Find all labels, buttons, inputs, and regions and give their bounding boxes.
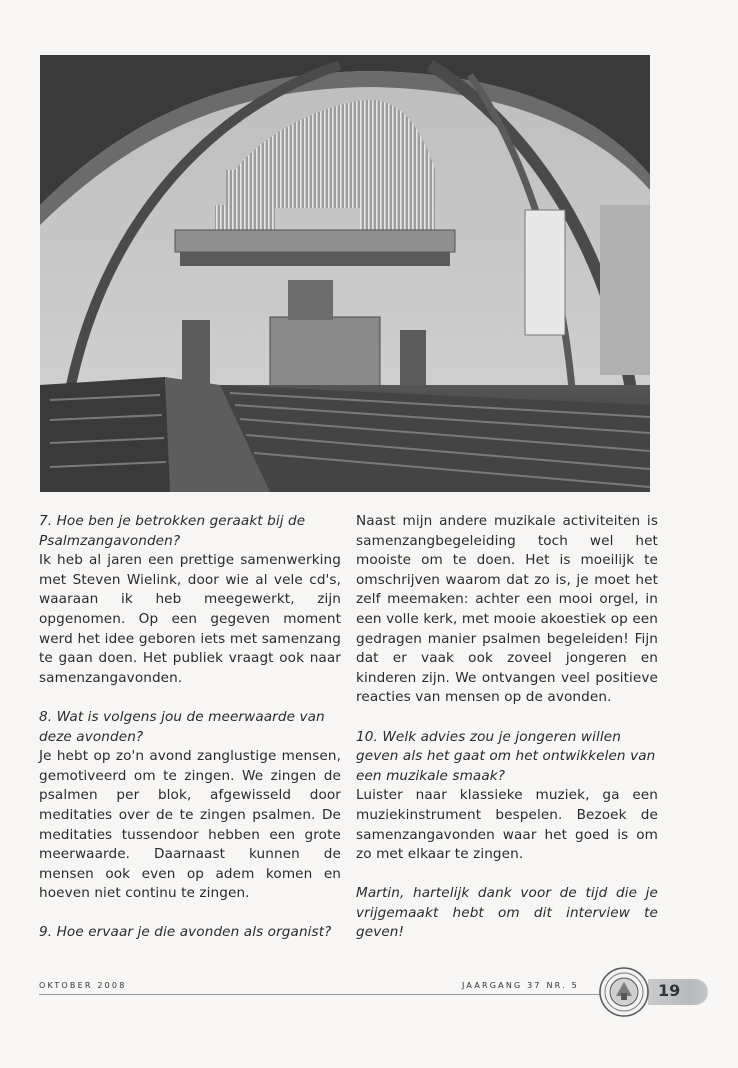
answer-9: Naast mijn andere muzikale activiteiten is samenzangbegeleiding toch wel het mooiste om te doen. Het is moeilijk te omschrijven waarom dat zo is, je moet het zelf meemaken: achter een mooi orgel, in een volle kerk, met mooie akoestiek op een gedragen manier psalmen begeleiden! Fijn dat er vaak ook zoveel jongeren en kinderen zijn. We ontvangen veel positieve reacties van mensen op de avonden. xyxy=(356,513,658,706)
answer-8: Je hebt op zo'n avond zanglustige mensen, gemotiveerd om te zingen. We zingen de psalmen per blok, afgewisseld door meditaties over de te zingen psalmen. De meditaties tussendoor hebben een grote meerwaarde. Daarnaast kunnen de mensen ook even op adem komen en hoeven niet continu te zingen. xyxy=(39,748,341,902)
footer-divider xyxy=(39,994,600,995)
closing-thanks: Martin, hartelijk dank voor de tijd die je vrijgemaakt hebt om dit interview te geven! xyxy=(356,885,658,941)
church-organ-photo xyxy=(40,55,650,492)
question-7: 7. Hoe ben je betrokken geraakt bij de Psalmzangavonden? xyxy=(39,513,306,549)
question-8: 8. Wat is volgens jou de meerwaarde van deze avonden? xyxy=(39,708,325,745)
article-column-left xyxy=(39,512,341,943)
footer-month: OKTOBER 2008 xyxy=(39,981,127,990)
answer-10: Luister naar klassieke muziek, ga een muziekinstrument bespelen. Bezoek de samenzangavonden waar het goed is om zo met elkaar te zingen. xyxy=(356,787,658,863)
question-10: 10. Welk advies zou je jongeren willen geven als het gaat om het ontwikkelen van een muzikale smaak? xyxy=(356,728,656,784)
question-9: 9. Hoe ervaar je die avonden als organist? xyxy=(39,924,332,941)
church-interior-illustration xyxy=(40,55,650,492)
paragraph-gap xyxy=(356,865,658,885)
article-column-right xyxy=(356,512,658,943)
paragraph-gap xyxy=(356,708,658,728)
paragraph-gap xyxy=(39,688,341,708)
seal-emblem-icon xyxy=(598,966,650,1018)
footer-volume: JAARGANG 37 NR. 5 xyxy=(462,981,579,990)
paragraph-gap xyxy=(39,904,341,924)
answer-7: Ik heb al jaren een prettige samenwerking met Steven Wielink, door wie al vele cd's, waaraan ik heb meegewerkt, zijn opgenomen. Op een gegeven moment werd het idee geboren iets met samenzang te gaan doen. Het publiek vraagt ook naar samenzangavonden. xyxy=(39,552,341,686)
page-number: 19 xyxy=(658,981,681,1000)
